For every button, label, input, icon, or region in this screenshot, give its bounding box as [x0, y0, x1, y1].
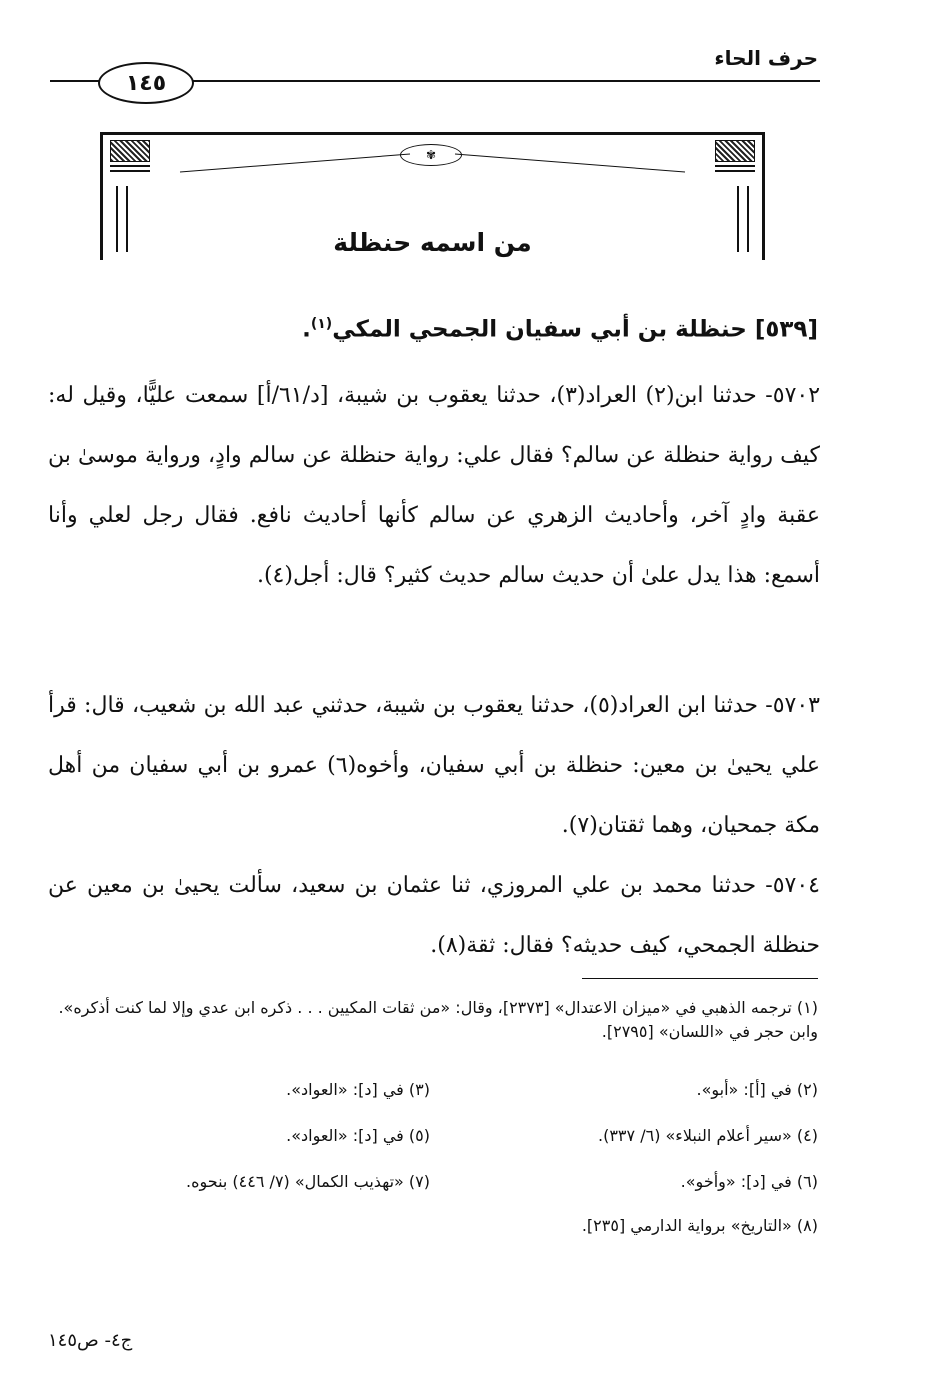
footnote-3: (٣) في [د]: «العواد». — [286, 1080, 430, 1099]
footnote-2: (٢) في [أ]: «أبو». — [696, 1080, 818, 1099]
page-footer: ج٤- ص١٤٥ — [48, 1330, 133, 1351]
page-header-title: حرف الحاء — [714, 46, 818, 70]
entry-heading — [302, 316, 818, 343]
paragraph-5702: ٥٧٠٢- حدثنا ابن(٢) العراد(٣)، حدثنا يعقوب بن شيبة، [د/٦١/أ] سمعت عليًّا، وقيل له: كيف رواية حنظلة عن سالم؟ فقال علي: رواية حنظلة عن سالم وادٍ، ورواية موسىٰ بن عقبة وادٍ آخر، وأحاديث الزهري عن سالم كأنها أحاديث نافع. فقال رجل لعلي وأنا أسمع: هذا يدل علىٰ أن حديث سالم حديث كثير؟ قال: أجل(٤). — [48, 383, 821, 588]
paragraph-5704: ٥٧٠٤- حدثنا محمد بن علي المروزي، ثنا عثمان بن سعيد، سألت يحيىٰ بن معين عن حنظلة الجمحي، كيف حديثه؟ فقال: ثقة(٨). — [48, 873, 820, 958]
entry-name: حنظلة بن أبي سفيان الجمحي المكي — [332, 316, 747, 343]
entry-footnote-marker: (١) — [310, 316, 333, 332]
section-title: من اسمه حنظلة — [333, 228, 532, 257]
entry-end: . — [302, 316, 311, 343]
footnote-6: (٦) في [د]: «وأخو». — [680, 1172, 818, 1191]
section-title-frame — [100, 132, 765, 260]
center-flower-ornament-icon: ✾ — [400, 144, 462, 166]
footnote-rule — [582, 978, 818, 979]
footnote-4: (٤) «سير أعلام النبلاء» (٦/ ٣٣٧). — [598, 1126, 818, 1145]
paragraph-5703: ٥٧٠٣- حدثنا ابن العراد(٥)، حدثنا يعقوب بن شيبة، حدثني عبد الله بن شعيب، قال: قرأ علي يحيىٰ بن معين: حنظلة بن أبي سفيان، وأخوه(٦) عمرو بن أبي سفيان من أهل مكة جمحيان، وهما ثقتان(٧). — [48, 693, 820, 838]
footnote-7: (٧) «تهذيب الكمال» (٧/ ٤٤٦) بنحوه. — [186, 1172, 430, 1191]
page-number: ١٤٥ — [125, 70, 167, 96]
footnote-1: (١) ترجمه الذهبي في «ميزان الاعتدال» [٢٣٧٣]، وقال: «من ثقات المكيين . . . ذكره ابن عدي وإلا لما كنت أذكره». وابن حجر في «اللسان» [٢٧٩٥]. — [58, 998, 818, 1041]
entry-id: [٥٣٩] — [754, 316, 818, 343]
footnote-8: (٨) «التاريخ» برواية الدارمي [٢٣٥]. — [581, 1216, 818, 1235]
footnote-5: (٥) في [د]: «العواد». — [286, 1126, 430, 1145]
page-number-oval — [98, 62, 194, 104]
